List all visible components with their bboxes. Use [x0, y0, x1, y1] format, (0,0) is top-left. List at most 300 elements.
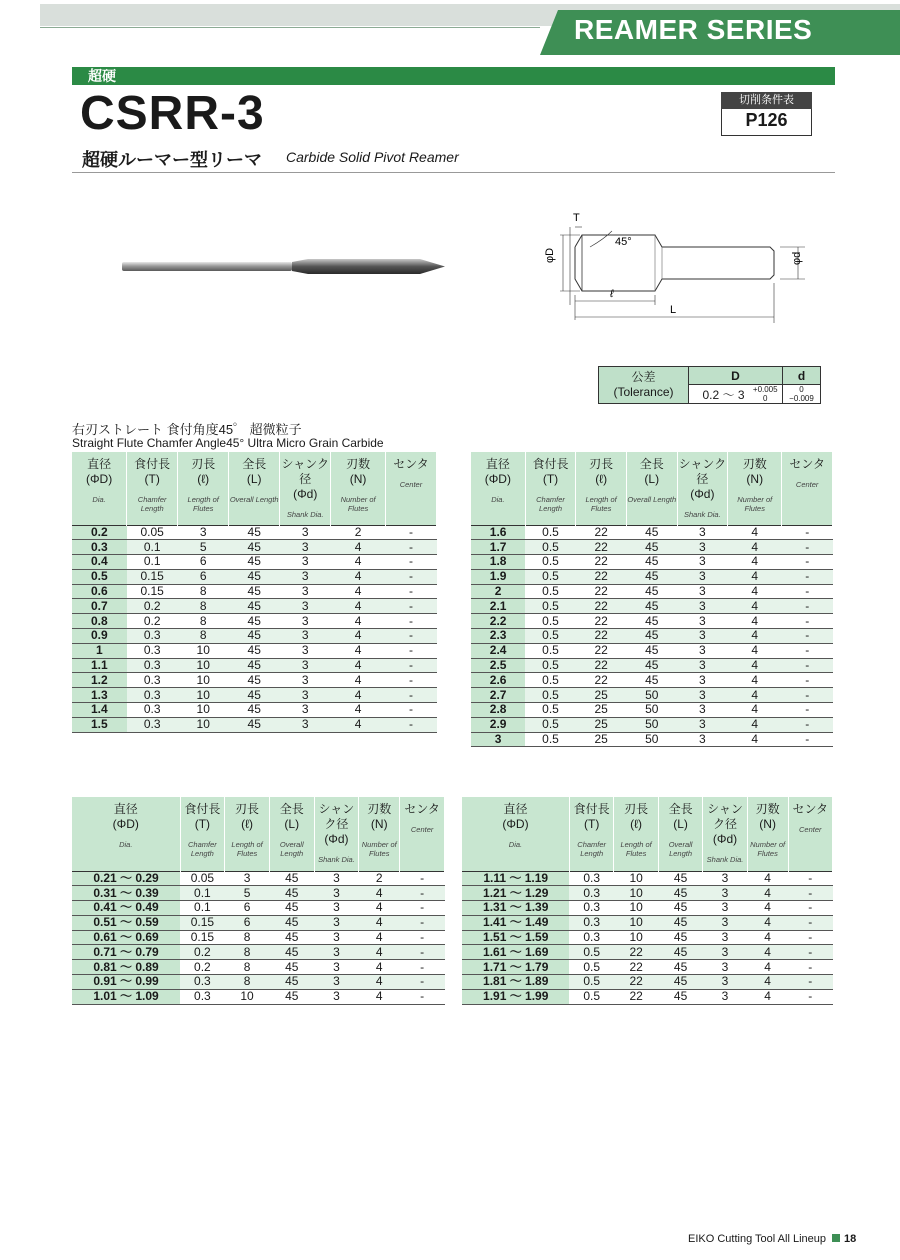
- cell-number: 4: [747, 945, 788, 960]
- tolerance-col-d: d: [783, 367, 821, 385]
- cell-center: -: [788, 960, 833, 975]
- cell-dia: 1.2: [72, 673, 127, 688]
- cell-number: 4: [359, 960, 400, 975]
- column-header-chamfer: 食付長 (T) Chamfer Length: [180, 797, 225, 871]
- cell-shank: 3: [677, 599, 728, 614]
- cell-center: -: [782, 732, 833, 747]
- cell-dia: 0.91 ～ 0.99: [72, 975, 180, 990]
- cell-center: -: [400, 989, 445, 1004]
- cell-overall: 45: [658, 989, 702, 1004]
- cell-chamfer: 0.5: [525, 614, 576, 629]
- subtitle-en: Carbide Solid Pivot Reamer: [286, 149, 459, 165]
- cell-chamfer: 0.5: [525, 599, 576, 614]
- cell-center: -: [400, 930, 445, 945]
- cell-chamfer: 0.5: [525, 525, 576, 540]
- column-header-overall: 全長 (L) Overall Length: [229, 452, 280, 525]
- cell-flute: 8: [178, 629, 229, 644]
- cell-overall: 45: [658, 930, 702, 945]
- cell-number: 4: [728, 688, 782, 703]
- cell-shank: 3: [280, 555, 331, 570]
- cell-overall: 45: [229, 673, 280, 688]
- cell-center: -: [385, 540, 436, 555]
- cell-number: 4: [728, 525, 782, 540]
- cell-number: 4: [359, 989, 400, 1004]
- cell-overall: 45: [269, 915, 314, 930]
- table-row: [471, 599, 833, 614]
- cell-center: -: [400, 915, 445, 930]
- cell-chamfer: 0.2: [180, 960, 225, 975]
- cell-center: -: [400, 886, 445, 901]
- spec-table-3: [72, 797, 445, 1005]
- cell-center: -: [782, 703, 833, 718]
- cell-dia: 0.8: [72, 614, 127, 629]
- table-header-row: [471, 452, 833, 525]
- cell-shank: 3: [703, 960, 747, 975]
- cell-dia: 0.7: [72, 599, 127, 614]
- cell-overall: 45: [229, 643, 280, 658]
- features-en: Straight Flute Chamfer Angle45° Ultra Micro Grain Carbide: [72, 436, 384, 450]
- tolerance-D-range: 0.2 ～ 3: [689, 385, 749, 404]
- table-row: [72, 975, 445, 990]
- cell-flute: 10: [614, 901, 658, 916]
- table-row: [72, 703, 437, 718]
- cell-overall: 45: [229, 555, 280, 570]
- table-row: [462, 989, 833, 1004]
- column-header-dia: 直径 (ΦD) Dia.: [72, 797, 180, 871]
- cell-flute: 10: [178, 658, 229, 673]
- cell-overall: 50: [626, 717, 677, 732]
- diagram-label-l: ℓ: [610, 288, 614, 300]
- cell-number: 4: [728, 599, 782, 614]
- table-row: [471, 629, 833, 644]
- cell-overall: 45: [269, 886, 314, 901]
- cell-center: -: [782, 555, 833, 570]
- cell-center: -: [400, 960, 445, 975]
- cell-overall: 45: [229, 658, 280, 673]
- model-name: CSRR-3: [80, 87, 265, 140]
- table-row: [72, 945, 445, 960]
- cell-flute: 25: [576, 717, 627, 732]
- cell-chamfer: 0.3: [180, 975, 225, 990]
- cell-number: 4: [747, 960, 788, 975]
- cell-flute: 10: [178, 688, 229, 703]
- table-row: [72, 540, 437, 555]
- cell-dia: 0.3: [72, 540, 127, 555]
- cell-center: -: [385, 555, 436, 570]
- table-row: [471, 584, 833, 599]
- table-row: [471, 688, 833, 703]
- cell-chamfer: 0.5: [569, 989, 613, 1004]
- material-label: 超硬: [88, 68, 116, 84]
- column-header-flute: 刃長 (ℓ) Length of Flutes: [225, 797, 270, 871]
- cell-chamfer: 0.5: [569, 975, 613, 990]
- cell-center: -: [782, 584, 833, 599]
- cell-chamfer: 0.3: [127, 643, 178, 658]
- cell-flute: 22: [576, 673, 627, 688]
- diagram-label-L: L: [670, 304, 677, 316]
- cell-chamfer: 0.5: [569, 945, 613, 960]
- table-row: [471, 569, 833, 584]
- cell-dia: 2.2: [471, 614, 525, 629]
- cell-dia: 2.4: [471, 643, 525, 658]
- cell-shank: 3: [280, 717, 331, 732]
- table-row: [72, 658, 437, 673]
- cell-center: -: [385, 688, 436, 703]
- cell-flute: 22: [576, 555, 627, 570]
- tolerance-d-values: 0 −0.009: [783, 385, 821, 404]
- cell-chamfer: 0.5: [525, 555, 576, 570]
- diagram-label-T: T: [573, 212, 580, 224]
- page-number: 18: [844, 1233, 857, 1245]
- table-row: [471, 643, 833, 658]
- cell-flute: 25: [576, 703, 627, 718]
- cell-shank: 3: [280, 599, 331, 614]
- cell-number: 4: [728, 703, 782, 718]
- cell-center: -: [788, 901, 833, 916]
- cell-center: -: [788, 886, 833, 901]
- cell-shank: 3: [677, 525, 728, 540]
- cell-shank: 3: [703, 871, 747, 886]
- cell-center: -: [385, 673, 436, 688]
- column-header-center: センタ Center: [400, 797, 445, 871]
- table-row: [72, 643, 437, 658]
- cell-chamfer: 0.5: [569, 960, 613, 975]
- table-row: [72, 717, 437, 732]
- cell-dia: 1.51 ～ 1.59: [462, 930, 569, 945]
- cell-overall: 45: [626, 540, 677, 555]
- table-row: [72, 673, 437, 688]
- cell-flute: 5: [225, 886, 270, 901]
- cell-number: 4: [728, 643, 782, 658]
- cell-chamfer: 0.1: [180, 886, 225, 901]
- cell-overall: 50: [626, 732, 677, 747]
- cell-number: 4: [728, 614, 782, 629]
- cell-shank: 3: [280, 569, 331, 584]
- cell-flute: 8: [178, 584, 229, 599]
- features-jp: 右刃ストレート 食付角度45゜ 超微粒子: [72, 422, 302, 437]
- cell-number: 4: [331, 629, 386, 644]
- cell-chamfer: 0.5: [525, 673, 576, 688]
- cell-number: 4: [331, 703, 386, 718]
- cell-shank: 3: [677, 540, 728, 555]
- cell-overall: 45: [229, 599, 280, 614]
- cell-flute: 8: [225, 975, 270, 990]
- table-row: [72, 960, 445, 975]
- cell-chamfer: 0.3: [127, 703, 178, 718]
- cell-center: -: [782, 540, 833, 555]
- cell-chamfer: 0.5: [525, 584, 576, 599]
- tolerance-table: [598, 366, 821, 404]
- cell-number: 2: [331, 525, 386, 540]
- cell-number: 4: [728, 717, 782, 732]
- spec-table-2: [471, 452, 833, 747]
- cell-number: 4: [331, 584, 386, 599]
- cell-flute: 22: [576, 584, 627, 599]
- cell-center: -: [385, 569, 436, 584]
- table-row: [471, 732, 833, 747]
- cell-center: -: [385, 658, 436, 673]
- column-header-shank: シャンク径 (Φd) Shank Dia.: [703, 797, 747, 871]
- cell-overall: 45: [626, 584, 677, 599]
- cell-overall: 45: [229, 688, 280, 703]
- cell-overall: 45: [269, 975, 314, 990]
- table-row: [471, 555, 833, 570]
- table-header-row: [72, 452, 437, 525]
- table-row: [471, 658, 833, 673]
- cell-number: 4: [728, 629, 782, 644]
- cell-shank: 3: [703, 886, 747, 901]
- cell-center: -: [385, 525, 436, 540]
- column-header-chamfer: 食付長 (T) Chamfer Length: [569, 797, 613, 871]
- cell-flute: 10: [178, 703, 229, 718]
- cell-number: 4: [331, 569, 386, 584]
- cell-number: 4: [747, 901, 788, 916]
- column-header-dia: 直径 (ΦD) Dia.: [72, 452, 127, 525]
- cell-flute: 10: [614, 930, 658, 945]
- cell-center: -: [788, 871, 833, 886]
- cell-dia: 0.9: [72, 629, 127, 644]
- cell-flute: 10: [614, 871, 658, 886]
- cell-center: -: [400, 901, 445, 916]
- cell-dia: 1.5: [72, 717, 127, 732]
- subtitle-jp: 超硬ルーマー型リーマ: [82, 150, 262, 170]
- table-row: [471, 614, 833, 629]
- cell-number: 4: [331, 673, 386, 688]
- cell-center: -: [400, 871, 445, 886]
- column-header-center: センタ Center: [385, 452, 436, 525]
- cell-number: 4: [747, 915, 788, 930]
- cell-shank: 3: [703, 930, 747, 945]
- cell-flute: 8: [178, 599, 229, 614]
- cell-chamfer: 0.3: [569, 886, 613, 901]
- cell-number: 4: [331, 614, 386, 629]
- cell-overall: 45: [229, 525, 280, 540]
- cell-chamfer: 0.2: [127, 614, 178, 629]
- cell-flute: 10: [614, 915, 658, 930]
- cell-overall: 45: [626, 525, 677, 540]
- cell-dia: 1.11 ～ 1.19: [462, 871, 569, 886]
- cell-chamfer: 0.1: [180, 901, 225, 916]
- cell-flute: 6: [225, 901, 270, 916]
- cell-flute: 10: [614, 886, 658, 901]
- cell-overall: 45: [626, 614, 677, 629]
- cell-dia: 1.71 ～ 1.79: [462, 960, 569, 975]
- table-row: [462, 901, 833, 916]
- cell-number: 4: [359, 915, 400, 930]
- cell-shank: 3: [280, 643, 331, 658]
- cell-shank: 3: [677, 658, 728, 673]
- column-header-center: センタ Center: [788, 797, 833, 871]
- column-header-center: センタ Center: [782, 452, 833, 525]
- cell-flute: 25: [576, 732, 627, 747]
- table-row: [462, 945, 833, 960]
- cell-flute: 3: [178, 525, 229, 540]
- cell-number: 4: [331, 658, 386, 673]
- cell-shank: 3: [703, 989, 747, 1004]
- column-header-number: 刃数 (N) Number of Flutes: [728, 452, 782, 525]
- cell-overall: 45: [229, 629, 280, 644]
- cell-flute: 5: [178, 540, 229, 555]
- column-header-chamfer: 食付長 (T) Chamfer Length: [525, 452, 576, 525]
- cell-overall: 45: [658, 960, 702, 975]
- cell-center: -: [385, 629, 436, 644]
- cell-shank: 3: [703, 945, 747, 960]
- cell-overall: 50: [626, 688, 677, 703]
- cell-dia: 1.21 ～ 1.29: [462, 886, 569, 901]
- cell-shank: 3: [703, 915, 747, 930]
- cell-flute: 8: [225, 930, 270, 945]
- cutting-condition-page: P126: [745, 110, 788, 130]
- cell-chamfer: 0.2: [180, 945, 225, 960]
- cell-dia: 0.6: [72, 584, 127, 599]
- cell-number: 4: [728, 584, 782, 599]
- table-row: [462, 960, 833, 975]
- cell-number: 4: [331, 599, 386, 614]
- cell-shank: 3: [677, 717, 728, 732]
- cell-number: 4: [747, 886, 788, 901]
- column-header-shank: シャンク径 (Φd) Shank Dia.: [280, 452, 331, 525]
- cell-shank: 3: [703, 975, 747, 990]
- header-rule: [40, 27, 540, 28]
- cell-flute: 22: [576, 599, 627, 614]
- cell-dia: 2.6: [471, 673, 525, 688]
- cell-overall: 45: [229, 703, 280, 718]
- table-row: [462, 886, 833, 901]
- cell-overall: 45: [269, 930, 314, 945]
- cell-overall: 45: [658, 886, 702, 901]
- cell-chamfer: 0.5: [525, 732, 576, 747]
- cell-shank: 3: [280, 525, 331, 540]
- cell-dia: 1.3: [72, 688, 127, 703]
- cell-dia: 2.7: [471, 688, 525, 703]
- table-row: [462, 871, 833, 886]
- cell-dia: 1.4: [72, 703, 127, 718]
- cell-center: -: [782, 629, 833, 644]
- cell-dia: 1.6: [471, 525, 525, 540]
- cell-chamfer: 0.3: [569, 915, 613, 930]
- column-header-number: 刃数 (N) Number of Flutes: [747, 797, 788, 871]
- cell-center: -: [782, 569, 833, 584]
- cell-center: -: [782, 614, 833, 629]
- cell-chamfer: 0.3: [127, 629, 178, 644]
- column-header-chamfer: 食付長 (T) Chamfer Length: [127, 452, 178, 525]
- series-title: REAMER SERIES: [574, 14, 813, 45]
- cell-dia: 1.31 ～ 1.39: [462, 901, 569, 916]
- cell-chamfer: 0.15: [180, 915, 225, 930]
- tolerance-col-D: D: [689, 367, 783, 385]
- cell-number: 4: [331, 540, 386, 555]
- cell-dia: 0.4: [72, 555, 127, 570]
- cell-shank: 3: [314, 886, 359, 901]
- cell-shank: 3: [677, 584, 728, 599]
- reamer-image: [120, 252, 450, 282]
- cell-flute: 6: [225, 915, 270, 930]
- cutting-condition-label: 切削条件表: [721, 92, 812, 109]
- cell-center: -: [782, 717, 833, 732]
- cell-chamfer: 0.5: [525, 658, 576, 673]
- cell-center: -: [788, 945, 833, 960]
- table-row: [72, 688, 437, 703]
- column-header-dia: 直径 (ΦD) Dia.: [471, 452, 525, 525]
- cell-chamfer: 0.3: [127, 717, 178, 732]
- cell-center: -: [782, 643, 833, 658]
- footer-square-icon: [832, 1234, 840, 1242]
- cell-center: -: [788, 975, 833, 990]
- table-row: [72, 930, 445, 945]
- cell-flute: 10: [178, 673, 229, 688]
- cell-flute: 22: [614, 989, 658, 1004]
- cell-number: 4: [359, 930, 400, 945]
- column-header-flute: 刃長 (ℓ) Length of Flutes: [614, 797, 658, 871]
- cell-dia: 1.8: [471, 555, 525, 570]
- cell-shank: 3: [314, 930, 359, 945]
- column-header-shank: シャンク径 (Φd) Shank Dia.: [314, 797, 359, 871]
- table-header-row: [462, 797, 833, 871]
- cell-center: -: [788, 915, 833, 930]
- cell-dia: 1.1: [72, 658, 127, 673]
- cell-overall: 45: [658, 945, 702, 960]
- column-header-overall: 全長 (L) Overall Length: [269, 797, 314, 871]
- cell-dia: 0.2: [72, 525, 127, 540]
- cell-number: 4: [728, 673, 782, 688]
- cell-dia: 2.5: [471, 658, 525, 673]
- cell-shank: 3: [280, 584, 331, 599]
- cell-center: -: [385, 599, 436, 614]
- cell-shank: 3: [280, 703, 331, 718]
- cell-number: 4: [728, 569, 782, 584]
- cell-overall: 45: [626, 569, 677, 584]
- cell-number: 4: [331, 555, 386, 570]
- table-row: [471, 540, 833, 555]
- cell-dia: 2.3: [471, 629, 525, 644]
- cell-dia: 1.41 ～ 1.49: [462, 915, 569, 930]
- table-row: [72, 886, 445, 901]
- cell-center: -: [788, 989, 833, 1004]
- cell-overall: 45: [229, 540, 280, 555]
- cell-flute: 22: [576, 643, 627, 658]
- cell-chamfer: 0.5: [525, 540, 576, 555]
- cell-number: 4: [359, 901, 400, 916]
- cell-overall: 45: [229, 584, 280, 599]
- cell-overall: 45: [229, 614, 280, 629]
- table-row: [471, 703, 833, 718]
- cell-shank: 3: [677, 569, 728, 584]
- table-row: [72, 525, 437, 540]
- cell-center: -: [385, 703, 436, 718]
- cell-chamfer: 0.1: [127, 555, 178, 570]
- cell-flute: 22: [576, 658, 627, 673]
- cell-chamfer: 0.5: [525, 703, 576, 718]
- cell-flute: 22: [576, 614, 627, 629]
- cell-number: 4: [728, 732, 782, 747]
- cell-dia: 0.61 ～ 0.69: [72, 930, 180, 945]
- cell-flute: 8: [225, 960, 270, 975]
- cell-number: 4: [747, 989, 788, 1004]
- cell-number: 4: [359, 886, 400, 901]
- cell-chamfer: 0.15: [127, 569, 178, 584]
- cell-dia: 1.9: [471, 569, 525, 584]
- cell-chamfer: 0.5: [525, 643, 576, 658]
- cell-flute: 6: [178, 555, 229, 570]
- cell-dia: 0.81 ～ 0.89: [72, 960, 180, 975]
- cell-overall: 45: [229, 717, 280, 732]
- cell-number: 4: [747, 930, 788, 945]
- cell-overall: 45: [626, 643, 677, 658]
- cell-flute: 22: [576, 540, 627, 555]
- cell-dia: 1.61 ～ 1.69: [462, 945, 569, 960]
- table-row: [72, 915, 445, 930]
- cell-number: 4: [331, 688, 386, 703]
